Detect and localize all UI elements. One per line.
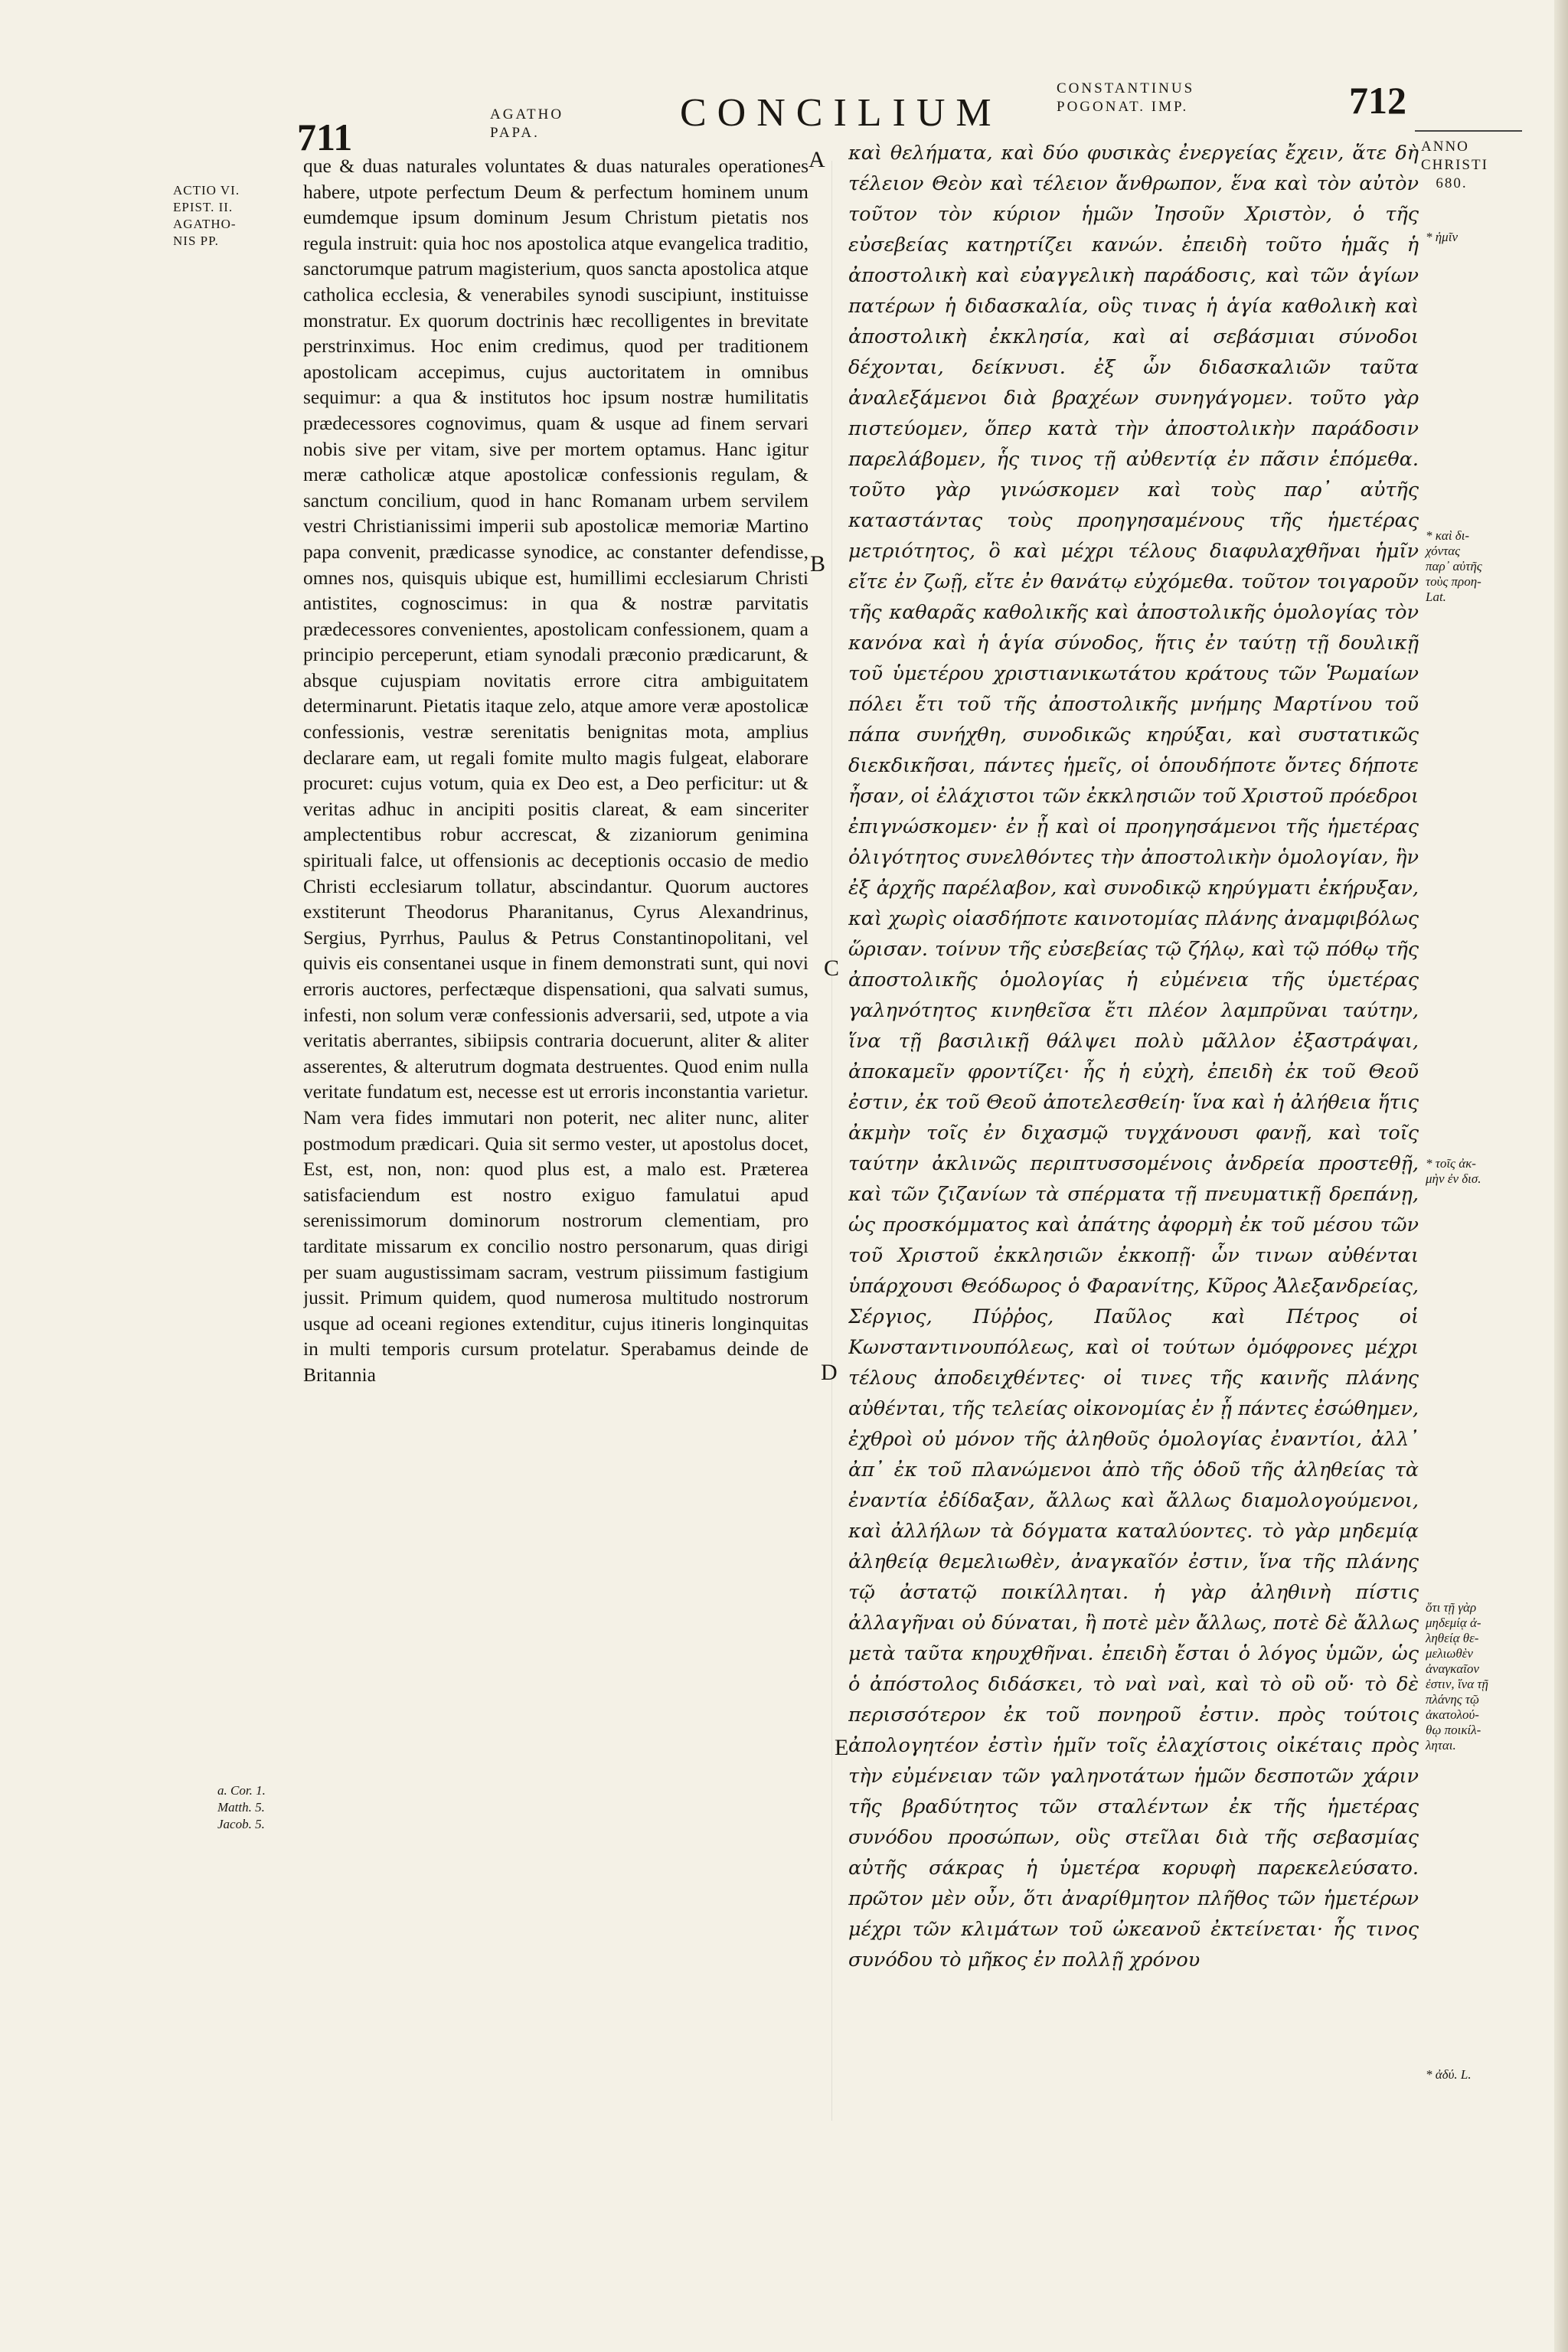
greek-column	[848, 138, 1419, 2159]
latin-text: que & duas naturales voluntates & duas naturales operationes habere, utpote perfectum Deum & perfectum hominem unum eumdemque ipsum dominum Jesum Christum pietatis nos regula instruit: quia hoc nos apostolica atque evangelica traditio, sanctorumque patrum magisterium, quos sancta apostolica atque catholica ecclesia, & venerabiles synodi suscipiunt, instituisse monstratur. Ex quorum doctrinis hæc recolligentes in brevitate perstrinximus. Hoc enim credimus, quod per traditionem apostolicam accepimus, cujus auctoritatem in omnibus sequimur: a qua & institutos hoc ipsum nostræ humilitatis prædecessores cognovimus, quam & usque ad finem servari nobis sive per vitam, sive per mortem optamus. Hanc igitur meræ catholicæ atque apostolicæ confessionis regulam, & sanctum concilium, quod in hanc Romanam urbem servilem vestri Christianissimi imperii sub apostolicæ memoriæ Martino papa convenit, prædicasse synodice, ac constanter defendisse, omnes nos, quisquis ubique est, humillimi ecclesiarum Christi antistites, cognoscimus: in qua & nostræ parvitatis prædecessores convenientes, apostolicam confessionem, quam a principio perceperunt, etiam synodali præconio prædicarunt, & absque cujuspiam novitatis errore citra ambiguitatem determinarunt. Pietatis itaque zelo, atque amore veræ apostolicæ confessionis, vestræ serenitatis benignitas mota, amplius declarare eam, ut regali fomite multo magis fulgeat, elaborare procuret: cujus votum, quia ex Deo est, a Deo perficitur: ut & veritas adhuc in ancipiti positis clareat, & eam sinceriter amplectentibus robur accrescat, & zizaniorum genimina spirituali falce, ut offensionis ac deceptionis occasio de medio Christi ecclesiarum tollatur, abscindantur. Quorum auctores exstiterunt Theodorus Pharanitanus, Cyrus Alexandrinus, Sergius, Pyrrhus, Paulus & Petrus Constantinopolitani, vel quivis eis consentanei usque in finem demonstrati sunt, qui novi erroris auctores, perfectæque dispensationi, qua salvati sumus, infesti, non solum veræ confessionis adversarii, sed, utpote a via veritatis aberrantes, sibiipsis contraria docuerunt, aliter & aliter asserentes, & alterutrum dogmata destruentes. Quod enim nulla veritate fundatum est, necesse est ut erroris inconstantia varietur. Nam vera fides immutari non poterit, nec aliter nunc, aliter postmodum prædicari. Quia sit sermo vester, ut apostolus docet, Est, est, non, non: quod plus est, a malo est. Præterea satisfaciendum est nostro exiguo famulatui apud serenissimorum dominorum nostrorum clementiam, pro tarditate missarum ex concilio nostro personarum, quas dirigi per suam augustissimam sacram, vestrum piissimum fastigium jussit. Primum quidem, quod numerosa multitudo nostrorum usque ad oceani regiones extenditur, cujus itineris longinquitas in multi temporis cursum protelatur. Sperabamus deinde de Britannia	[303, 155, 808, 1386]
page-number-left: 711	[297, 116, 353, 158]
mr4-line6: ἐστιν, ἵνα τῇ	[1426, 1677, 1488, 1691]
anno-line2: CHRISTI	[1421, 157, 1488, 173]
mr4-line9: θῳ ποικίλ-	[1426, 1723, 1481, 1737]
mr4-line8: ἀκατολού-	[1426, 1707, 1479, 1722]
running-head-left-line2: PAPA.	[490, 125, 540, 141]
section-letter-d: D	[821, 1360, 838, 1385]
margin-note-actio	[173, 182, 288, 250]
margin-actio-line4: NIS PP.	[173, 234, 219, 248]
mr4-line5: ἀναγκαῖον	[1426, 1661, 1479, 1676]
mr4-line2: μηδεμίᾳ ἀ-	[1426, 1615, 1481, 1630]
margin-note-right-4	[1426, 1600, 1548, 1753]
margin-actio-line1: ACTIO VI.	[173, 183, 240, 198]
latin-column	[303, 153, 808, 2136]
anno-line1: ANNO	[1421, 139, 1469, 155]
running-head-left-line1: AGATHO	[490, 106, 564, 122]
margin-note-right-5: * ἀδύ. L.	[1426, 2067, 1472, 2082]
margin-ref-line1: a. Cor. 1.	[217, 1783, 266, 1798]
mr4-line10: ληται.	[1426, 1738, 1456, 1753]
page-title: CONCILIUM	[680, 91, 1002, 135]
margin-ref-line3: Jacob. 5.	[217, 1817, 265, 1831]
mr3-line2: μὴν ἐν δισ.	[1426, 1171, 1481, 1186]
greek-text: καὶ θελήματα, καὶ δύο φυσικὰς ἐνεργείας ἔχειν, ἅτε δὴ τέλειον Θεὸν καὶ τέλειον ἄνθρωπον, ἕνα καὶ τὸν αὐτὸν τοῦτον τὸν κύριον ἡμῶν Ἰησοῦν Χριστὸν, ὁ τῆς εὐσεβείας κατηρτίζει κανών. ἐπειδὴ τοῦτο ἡμᾶς ἡ ἀποστολικὴ καὶ εὐαγγελικὴ παράδοσις, καὶ τῶν ἁγίων πατέρων ἡ διδασκαλία, οὓς τινας ἡ ἁγία καθολικὴ καὶ ἀποστολικὴ ἐκκλησία, καὶ αἱ σεβάσμιαι σύνοδοι δέχονται, δείκνυσι. ἐξ ὧν διδασκαλιῶν ταῦτα ἀναλεξάμενοι διὰ βραχέων συνηγάγομεν. τοῦτο γὰρ πιστεύομεν, ὅπερ κατὰ τὴν ἀποστολικὴν παράδοσιν παρελάβομεν, ἧς τινος τῇ αὐθεντίᾳ ἐν πᾶσιν ἑπόμεθα. τοῦτο γὰρ γινώσκομεν καὶ τοὺς παρ᾽ αὐτῆς καταστάντας τοὺς προηγησαμένους τῆς ἡμετέρας μετριότητος, ὃ καὶ μέχρι τέλους διαφυλαχθῆναι ἡμῖν εἴτε ἐν ζωῇ, εἴτε ἐν θανάτῳ εὐχόμεθα. τοῦτον τοιγαροῦν τῆς καθαρᾶς καθολικῆς καὶ ἀποστολικῆς ὁμολογίας τὸν κανόνα καὶ ἡ ἁγία σύνοδος, ἥτις ἐν ταύτῃ τῇ δουλικῇ τοῦ ὑμετέρου χριστιανικωτάτου κράτους τῶν Ῥωμαίων πόλει ἔτι τοῦ τῆς ἀποστολικῆς μνήμης Μαρτίνου τοῦ πάπα συνήχθη, συνοδικῶς κηρύξαι, καὶ συστατικῶς διεκδικῆσαι, πάντες ἡμεῖς, οἱ ὁπουδήποτε ὄντες δήποτε ἦσαν, οἱ ἐλάχιστοι τῶν ἐκκλησιῶν τοῦ Χριστοῦ πρόεδροι ἐπιγνώσκομεν· ἐν ᾗ καὶ οἱ προηγησάμενοι τῆς ἡμετέρας ὀλιγότητος συνελθόντες τὴν ἀποστολικὴν ὁμολογίαν, ἣν ἐξ ἀρχῆς παρέλαβον, καὶ συνοδικῷ κηρύγματι ἐκήρυξαν, καὶ χωρὶς οἱασδήποτε καινοτομίας πλάνης ἀναμφιβόλως ὥρισαν. τοίνυν τῆς εὐσεβείας τῷ ζήλῳ, καὶ τῷ πόθῳ τῆς ἀποστολικῆς ὁμολογίας ἡ εὐμένεια τῆς ὑμετέρας γαληνότητος κινηθεῖσα ἔτι πλέον λαμπρῦναι ταύτην, ἵνα τῇ βασιλικῇ θάλψει πολὺ μᾶλλον ἐξαστράψαι, ἀποκαμεῖν φροντίζει· ἧς ἡ εὐχὴ, ἐπειδὴ ἐκ τοῦ Θεοῦ ἐστιν, ἐκ τοῦ Θεοῦ ἀποτελεσθείη· ἵνα καὶ ἡ ἀλήθεια ἥτις ἀκμὴν τοῖς ἐν διχασμῷ τυγχάνουσι φανῇ, καὶ τοῖς ταύτην ἀκλινῶς περιπτυσσομένοις ἀνδρεία προστεθῇ, καὶ τῶν ζιζανίων τὰ σπέρματα τῇ πνευματικῇ δρεπάνῃ, ὡς προσκόμματος καὶ ἀπάτης ἀφορμὴ ἐκ τοῦ μέσου τῶν τοῦ Χριστοῦ ἐκκλησιῶν ἐκκοπῇ· ὧν τινων αὐθένται ὑπάρχουσι Θεόδωρος ὁ Φαρανίτης, Κῦρος Ἀλεξανδρείας, Σέργιος, Πύῤῥος, Παῦλος καὶ Πέτρος οἱ Κωνσταντινουπόλεως, καὶ οἱ τούτων ὁμόφρονες μέχρι τέλους ἀποδειχθέντες· οἱ τινες τῆς καινῆς πλάνης αὐθένται, τῆς τελείας οἰκονομίας ἐν ᾗ πάντες ἐσώθημεν, ἐχθροὶ οὐ μόνον τῆς ἀληθοῦς ὁμολογίας ἐναντίοι, ἀλλ᾽ ἀπ᾽ ἐκ τοῦ πλανώμενοι ἀπὸ τῆς ὁδοῦ τῆς ἀληθείας τὰ ἐναντία ἐδίδαξαν, ἄλλως καὶ ἄλλως διαμολογούμενοι, καὶ ἀλλήλων τὰ δόγματα καταλύοντες. τὸ γὰρ μηδεμίᾳ ἀληθείᾳ θεμελιωθὲν, ἀναγκαῖόν ἐστιν, ἵνα τῆς πλάνης τῷ ἀστατῷ ποικίλληται. ἡ γὰρ ἀληθινὴ πίστις ἀλλαγῆναι οὐ δύναται, ἢ ποτὲ μὲν ἄλλως, ποτὲ δὲ ἄλλως μετὰ ταῦτα κηρυχθῆναι. ἐπειδὴ ἔσται ὁ λόγος ὑμῶν, ὡς ὁ ἀπόστολος διδάσκει, τὸ ναὶ ναὶ, καὶ τὸ οὒ οὔ· τὸ δὲ περισσότερον ἐκ τοῦ πονηροῦ ἐστιν. πρὸς τούτοις ἀπολογητέον ἐστὶν ἡμῖν τοῖς ἐλαχίστοις οἰκέταις πρὸς τὴν εὐμένειαν τῶν γαληνοτάτων ἡμῶν δεσποτῶν χάριν τῆς βραδύτητος τῶν σταλέντων ἐκ τῆς ἡμετέρας συνόδου προσώπων, οὓς στεῖλαι διὰ τῆς σεβασμίας αὐτῆς σάκρας ἡ ὑμετέρα κορυφὴ παρεκελεύσατο. πρῶτον μὲν οὖν, ὅτι ἀναρίθμητον πλῆθος τῶν ἡμετέρων μέχρι τῶν κλιμάτων τοῦ ὠκεανοῦ ἐκτείνεται· ἧς τινος συνόδου τὸ μῆκος ἐν πολλῇ χρόνου	[848, 142, 1419, 1971]
section-letter-c: C	[824, 956, 840, 981]
mr2-line2: χόντας	[1426, 544, 1461, 558]
mr2-line1: * καὶ δι-	[1426, 528, 1470, 543]
year-box-rule	[1415, 130, 1522, 132]
running-head-right-line1: CONSTANTINUS	[1057, 80, 1195, 96]
page-edge	[1554, 0, 1568, 2352]
anno-line3: 680.	[1436, 175, 1468, 191]
margin-actio-line2: EPIST. II.	[173, 200, 234, 214]
margin-note-right-1: * ἡμῖν	[1426, 230, 1458, 244]
section-letter-b: B	[810, 551, 826, 577]
mr2-line5: Lat.	[1426, 590, 1446, 604]
mr2-line4: τοὺς προη-	[1426, 574, 1481, 589]
mr4-line4: μελιωθὲν	[1426, 1646, 1473, 1661]
margin-ref-line2: Matth. 5.	[217, 1800, 265, 1815]
mr3-line1: * τοῖς ἀκ-	[1426, 1156, 1476, 1171]
mr4-line7: πλάνης τῷ	[1426, 1692, 1480, 1707]
column-divider	[831, 161, 832, 2121]
section-letter-e: E	[835, 1735, 849, 1760]
mr4-line1: ὅτι τῇ γὰρ	[1426, 1600, 1477, 1615]
margin-note-right-3	[1426, 1156, 1548, 1187]
running-head-right-line2: POGONAT. IMP.	[1057, 99, 1189, 115]
running-head-right	[1057, 80, 1194, 116]
mr2-line3: παρ᾽ αὐτῆς	[1426, 559, 1482, 573]
running-head-left	[490, 106, 564, 142]
mr4-line3: ληθείᾳ θε-	[1426, 1631, 1479, 1645]
margin-note-refs	[217, 1782, 286, 1833]
margin-actio-line3: AGATHO-	[173, 217, 237, 231]
page-number-right: 712	[1349, 79, 1406, 122]
anno-christi	[1421, 138, 1513, 193]
section-letter-a: A	[808, 147, 825, 172]
margin-note-right-2	[1426, 528, 1548, 605]
